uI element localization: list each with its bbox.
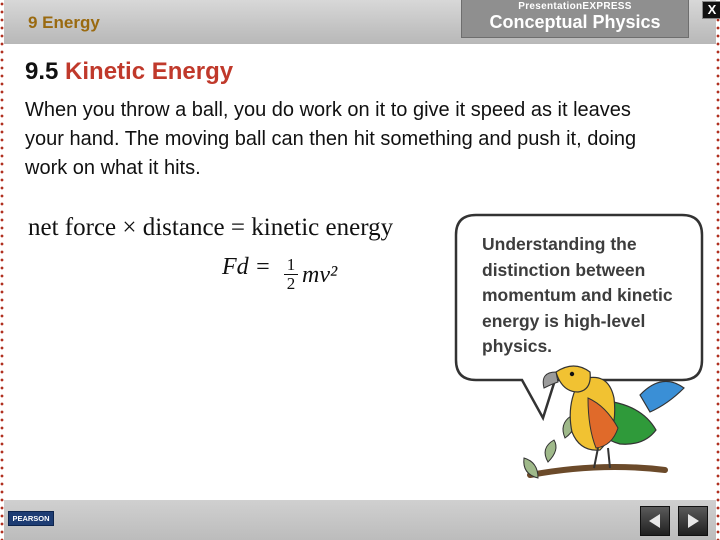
- footer-bar: [4, 500, 716, 540]
- previous-slide-button[interactable]: [640, 506, 670, 536]
- pearson-logo: PEARSON: [8, 511, 54, 526]
- speech-bubble-text: Understanding the distinction between momentum and kinetic energy is high-level physics.: [482, 234, 673, 356]
- fraction-denominator: 2: [284, 274, 298, 293]
- brand-subtitle: PresentationEXPRESS: [518, 1, 632, 12]
- chapter-title: 9 Energy: [28, 13, 100, 32]
- word-equation: net force × distance = kinetic energy: [28, 214, 394, 241]
- previous-arrow-icon: [641, 507, 669, 535]
- next-slide-button[interactable]: [678, 506, 708, 536]
- section-number: 9.5: [25, 58, 59, 85]
- close-button[interactable]: X: [702, 1, 720, 19]
- fraction-numerator: 1: [286, 255, 296, 274]
- parrot-icon: [524, 366, 684, 478]
- section-name: Kinetic Energy: [65, 58, 234, 85]
- equation-lhs: Fd =: [222, 254, 271, 280]
- brand-title: Conceptual Physics: [489, 12, 661, 32]
- body-paragraph: When you throw a ball, you do work on it to give it speed as it leaves your hand. The moving ball can then hit something and push it, doing work on what it hits.: [25, 99, 637, 179]
- equation-rhs: mv²: [302, 262, 338, 288]
- next-arrow-icon: [679, 507, 707, 535]
